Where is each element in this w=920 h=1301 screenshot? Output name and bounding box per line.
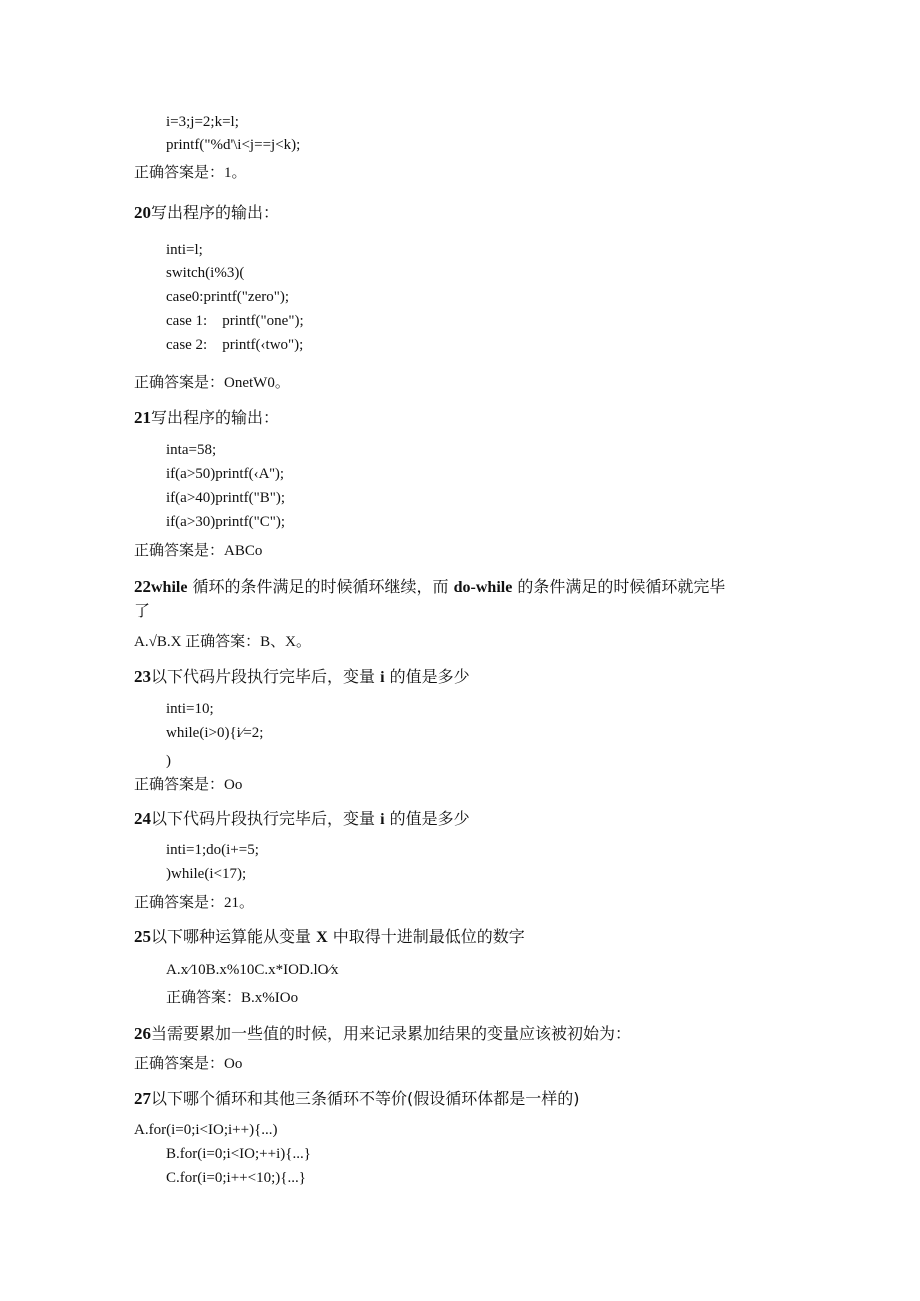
- keyword-while: while: [151, 579, 188, 596]
- question-25-heading: [134, 926, 525, 949]
- question-26-heading: [134, 1023, 631, 1045]
- question-27-heading: [134, 1088, 580, 1110]
- question-number: 24: [134, 809, 151, 828]
- question-text: 以下代码片段执行完毕后，变量: [151, 667, 381, 686]
- code-line: if(a>30)printf("C");: [166, 514, 286, 530]
- code-line: while(i>0){i⁄=2;: [166, 725, 264, 741]
- code-line: inti=10;: [166, 701, 214, 717]
- question-number: 21: [134, 408, 151, 427]
- code-line: inti=1;do(i+=5;: [166, 842, 259, 858]
- code-line: inti=l;: [166, 242, 203, 258]
- question-number: 23: [134, 667, 151, 686]
- variable-name: i: [380, 669, 385, 686]
- code-line: i=3;j=2;k=l;: [166, 114, 239, 130]
- code-line: case 1: printf("one");: [166, 313, 304, 329]
- answer-line: A.√B.X 正确答案：B、X。: [134, 634, 311, 650]
- answer-line: 正确答案是：Oo: [134, 1056, 243, 1072]
- code-line: ): [166, 753, 171, 769]
- variable-name: i: [380, 811, 385, 828]
- code-line: switch(i%3)(: [166, 265, 245, 281]
- code-line: )while(i<17);: [166, 866, 247, 882]
- question-number: 25: [134, 927, 151, 946]
- code-line: printf("%d'\i<j==j<k);: [166, 137, 301, 153]
- question-text: 写出程序的输出：: [151, 203, 280, 222]
- answer-line: 正确答案：B.x%IOo: [166, 990, 299, 1006]
- code-line: if(a>50)printf(‹A'');: [166, 466, 284, 482]
- options-line: A.x⁄10B.x%10C.x*IOD.lO⁄x: [166, 962, 339, 978]
- question-text: 以下哪个循环和其他三条循环不等价(假设循环体都是一样的): [151, 1089, 580, 1108]
- question-20-heading: [134, 202, 279, 224]
- option-line: C.for(i=0;i++<10;){...}: [166, 1170, 306, 1186]
- code-line: case0:printf("zero");: [166, 289, 290, 305]
- question-21-heading: [134, 407, 279, 429]
- question-number: 22: [134, 577, 151, 596]
- question-text: 的条件满足的时候循环就完毕: [512, 577, 726, 596]
- code-line: inta=58;: [166, 442, 217, 458]
- code-line: case 2: printf(‹two");: [166, 337, 304, 353]
- answer-line: 正确答案是：ABCo: [134, 543, 263, 559]
- question-text: 的值是多少: [384, 809, 470, 828]
- question-text: 的值是多少: [384, 667, 470, 686]
- question-23-heading: [134, 666, 470, 689]
- question-text: 写出程序的输出：: [151, 408, 280, 427]
- question-22-heading-cont: 了: [134, 601, 151, 620]
- answer-line: 正确答案是：OnetW0。: [134, 375, 290, 391]
- code-line: if(a>40)printf("B");: [166, 490, 286, 506]
- question-text: 循环的条件满足的时候循环继续，而: [187, 577, 454, 596]
- question-text: 以下代码片段执行完毕后，变量: [151, 809, 381, 828]
- answer-line: 正确答案是：1。: [134, 165, 247, 181]
- question-text: 中取得十进制最低位的数字: [327, 927, 525, 946]
- variable-name: X: [316, 929, 328, 946]
- answer-line: 正确答案是：21。: [134, 895, 255, 911]
- question-22-heading: [134, 576, 725, 599]
- keyword-do-while: do-while: [453, 579, 513, 596]
- answer-line: 正确答案是：Oo: [134, 777, 243, 793]
- question-24-heading: [134, 808, 470, 831]
- question-text: 当需要累加一些值的时候，用来记录累加结果的变量应该被初始为：: [151, 1024, 632, 1043]
- option-line: A.for(i=0;i<IO;i++){...): [134, 1122, 278, 1138]
- question-number: 20: [134, 203, 151, 222]
- question-number: 27: [134, 1089, 151, 1108]
- question-text: 以下哪种运算能从变量: [151, 927, 317, 946]
- question-number: 26: [134, 1024, 151, 1043]
- option-line: B.for(i=0;i<IO;++i){...}: [166, 1146, 311, 1162]
